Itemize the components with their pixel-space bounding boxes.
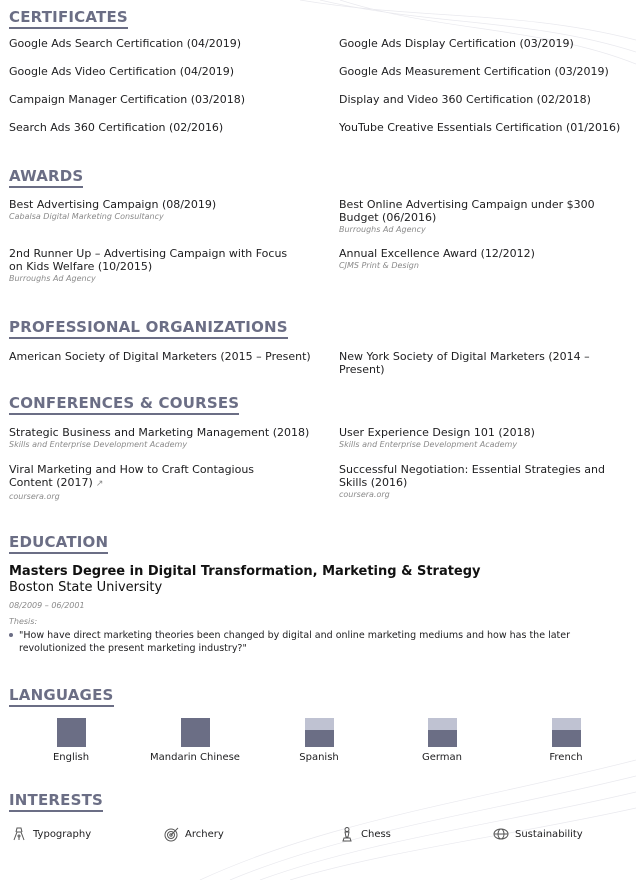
language-item xyxy=(140,718,250,763)
interest-name: Chess xyxy=(361,828,391,840)
organizations-section xyxy=(9,317,627,376)
awards-list xyxy=(9,198,627,285)
interest-name: Typography xyxy=(33,828,92,840)
language-level-indicator xyxy=(552,718,581,747)
organizations-list xyxy=(9,350,627,376)
conference-organizer: coursera.org xyxy=(339,490,390,499)
conference-item xyxy=(339,426,629,451)
certificate-item: Google Ads Search Certification (04/2019) xyxy=(9,37,242,50)
interest-name: Archery xyxy=(185,828,224,840)
certificate-item: YouTube Creative Essentials Certification (01/2016) xyxy=(339,121,621,134)
conference-name-text: Viral Marketing and How to Craft Contagious Content (2017) xyxy=(9,463,255,489)
conference-item xyxy=(9,426,339,451)
conferences-list xyxy=(9,426,627,503)
degree-title: Masters Degree in Digital Transformation, Marketing & Strategy xyxy=(9,564,481,579)
award-organization: Cabalsa Digital Marketing Consultancy xyxy=(9,212,164,221)
interest-item xyxy=(163,826,224,842)
conference-item xyxy=(339,463,629,503)
awards-section xyxy=(9,166,627,285)
language-level-fill xyxy=(305,730,334,747)
interests-list xyxy=(9,826,627,846)
conference-organizer: Skills and Enterprise Development Academy xyxy=(9,440,188,449)
interests-heading: INTERESTS xyxy=(9,791,103,812)
organization-item: American Society of Digital Marketers (2015 – Present) xyxy=(9,350,311,363)
award-organization: Burroughs Ad Agency xyxy=(9,274,96,283)
language-level-indicator xyxy=(181,718,210,747)
language-name: Mandarin Chinese xyxy=(150,752,240,763)
organizations-heading: PROFESSIONAL ORGANIZATIONS xyxy=(9,318,288,339)
award-name: 2nd Runner Up – Advertising Campaign with Focus on Kids Welfare (10/2015) xyxy=(9,247,288,273)
thesis-text: "How have direct marketing theories been changed by digital and online marketing mediums and how has the later revolutionized the present marketing industry?" xyxy=(9,629,627,655)
languages-list xyxy=(9,718,627,778)
language-item xyxy=(264,718,374,763)
language-item xyxy=(511,718,621,763)
language-item xyxy=(16,718,126,763)
award-organization: Burroughs Ad Agency xyxy=(339,225,426,234)
award-name: Best Advertising Campaign (08/2019) xyxy=(9,198,217,211)
conference-name: Strategic Business and Marketing Management (2018) xyxy=(9,426,310,439)
awards-heading: AWARDS xyxy=(9,167,83,188)
pen-nib-icon xyxy=(11,826,27,842)
external-link-icon[interactable]: ↗ xyxy=(95,479,104,489)
certificate-item: Google Ads Display Certification (03/2019) xyxy=(339,37,574,50)
award-name: Annual Excellence Award (12/2012) xyxy=(339,247,535,260)
conference-item xyxy=(9,463,339,503)
certificate-item: Google Ads Measurement Certification (03/2019) xyxy=(339,65,609,78)
language-level-indicator xyxy=(305,718,334,747)
award-organization: CJMS Print & Design xyxy=(339,261,419,270)
education-section xyxy=(9,532,627,655)
language-level-fill xyxy=(552,730,581,747)
language-name: Spanish xyxy=(299,752,339,763)
award-item xyxy=(9,247,339,285)
languages-section xyxy=(9,685,627,778)
conference-name: User Experience Design 101 (2018) xyxy=(339,426,535,439)
interest-item xyxy=(493,826,583,842)
conferences-heading: CONFERENCES & COURSES xyxy=(9,394,239,415)
chess-pawn-icon xyxy=(339,826,355,842)
organization-item: New York Society of Digital Marketers (2014 – Present) xyxy=(339,350,590,376)
award-item xyxy=(9,198,339,236)
target-icon xyxy=(163,826,179,842)
language-level-fill xyxy=(428,730,457,747)
thesis-label: Thesis: xyxy=(9,617,38,626)
conference-organizer: Skills and Enterprise Development Academy xyxy=(339,440,518,449)
certificate-item: Google Ads Video Certification (04/2019) xyxy=(9,65,235,78)
interest-item xyxy=(339,826,391,842)
language-level-fill xyxy=(181,718,210,747)
interest-name: Sustainability xyxy=(515,828,583,840)
certificates-heading: CERTIFICATES xyxy=(9,8,128,29)
conference-name xyxy=(9,463,299,491)
language-name: German xyxy=(421,752,463,763)
conference-name: Successful Negotiation: Essential Strategies and Skills (2016) xyxy=(339,463,605,489)
interests-section xyxy=(9,790,627,846)
award-name: Best Online Advertising Campaign under $300 Budget (06/2016) xyxy=(339,198,595,224)
language-level-indicator xyxy=(428,718,457,747)
language-level-fill xyxy=(57,718,86,747)
certificate-item: Campaign Manager Certification (03/2018) xyxy=(9,93,245,106)
globe-icon xyxy=(493,826,509,842)
certificate-item: Display and Video 360 Certification (02/2018) xyxy=(339,93,591,106)
school-name: Boston State University xyxy=(9,580,163,595)
interest-item xyxy=(11,826,91,842)
certificates-list xyxy=(9,37,627,134)
education-heading: EDUCATION xyxy=(9,533,108,554)
language-name: French xyxy=(549,752,583,763)
language-name: English xyxy=(52,752,90,763)
language-level-indicator xyxy=(57,718,86,747)
award-item xyxy=(339,247,629,285)
certificate-item: Search Ads 360 Certification (02/2016) xyxy=(9,121,224,134)
education-dates: 08/2009 – 06/2001 xyxy=(9,601,85,610)
conferences-section xyxy=(9,393,627,503)
conference-organizer: coursera.org xyxy=(9,492,60,501)
languages-heading: LANGUAGES xyxy=(9,686,114,707)
language-item xyxy=(387,718,497,763)
award-item xyxy=(339,198,629,236)
certificates-section xyxy=(9,7,627,134)
